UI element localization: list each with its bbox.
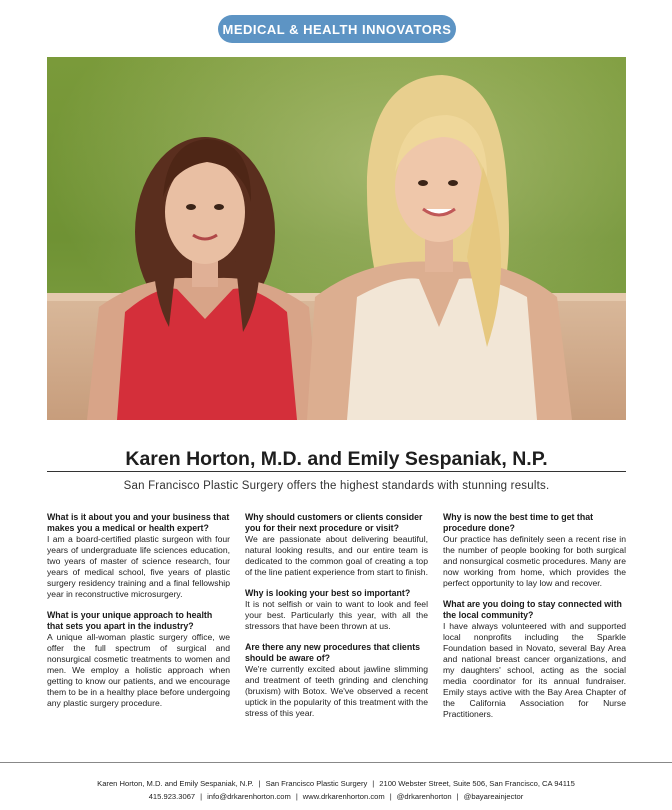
text-column-1 (47, 512, 230, 719)
answer: We are passionate about delivering beautiful, natural looking results, and our entire team is dedicated to the common goal of creating a top of the line patient experience from start to finish. (245, 534, 428, 577)
article-subtitle: San Francisco Plastic Surgery offers the highest standards with stunning results. (123, 480, 550, 492)
footer-names: Karen Horton, M.D. and Emily Sespaniak, N.P. (97, 779, 254, 788)
answer: I am a board-certified plastic surgeon with four years of undergraduate life sciences education, two years of master of science research, four years of medical school, five years of plastic surgery residency training and a final fellowship year in reconstructive microsurgery. (47, 534, 230, 599)
answer: A unique all-woman plastic surgery office, we offer the full spectrum of surgical and nonsurgical cosmetic treatments to women and men. We employ a holistic approach when getting to know our patients, and we encourage them to be in a healthy place before undergoing any plastic surgery procedure. (47, 632, 230, 708)
question: Why should customers or clients consider you for their next procedure or visit? (245, 512, 423, 533)
footer-email-link[interactable]: info@drkarenhorton.com (207, 792, 291, 801)
section-badge: MEDICAL & HEALTH INNOVATORS (218, 15, 456, 43)
question: Why is looking your best so important? (245, 588, 411, 598)
answer: It is not selfish or vain to want to look and feel your best. Particularly this year, with all the stressors that have been thrown at us. (245, 599, 428, 631)
footer-line-1 (0, 779, 672, 788)
separator: | (295, 792, 298, 801)
footer-instagram-link-2[interactable]: @bayareainjector (463, 792, 524, 801)
footer-website-link[interactable]: www.drkarenhorton.com (302, 792, 385, 801)
separator: | (389, 792, 392, 801)
separator: | (372, 779, 375, 788)
footer-divider (0, 762, 672, 763)
text-column-3 (443, 512, 626, 730)
answer: Our practice has definitely seen a recent rise in the number of people booking for both surgical and nonsurgical cosmetic procedures. Many are now working from home, which provides the perfect opportunity to lay low and recover. (443, 534, 626, 588)
answer: I have always volunteered with and supported local nonprofits including the Sparkle Foundation based in Novato, several Bay Area and national breast cancer organizations, and my daughters' school, acting as the social media coordinator for its annual fundraiser. Emily stays active with the Bay Area Chapter of the California Association for Nurse Practitioners. (443, 621, 626, 719)
question: What is your unique approach to health that sets you apart in the industry? (47, 610, 213, 631)
separator: | (456, 792, 459, 801)
footer-address: 2100 Webster Street, Suite 506, San Francisco, CA 94115 (379, 779, 575, 788)
portrait-photo (47, 57, 626, 420)
text-column-2 (245, 512, 428, 729)
title-divider (47, 471, 626, 472)
footer-line-2 (0, 792, 672, 801)
question: Why is now the best time to get that procedure done? (443, 512, 594, 533)
footer-phone[interactable]: 415.923.3067 (148, 792, 196, 801)
footer-practice: San Francisco Plastic Surgery (265, 779, 368, 788)
separator: | (200, 792, 203, 801)
article-title: Karen Horton, M.D. and Emily Sespaniak, N.P. (125, 448, 548, 470)
portrait-illustration (47, 57, 626, 420)
question: What is it about you and your business that makes you a medical or health expert? (47, 512, 230, 533)
separator: | (258, 779, 261, 788)
question: Are there any new procedures that clients should be aware of? (245, 642, 421, 663)
answer: We're currently excited about jawline slimming and treatment of teeth grinding and clenching (bruxism) with Botox. We've observed a recent uptick in the popularity of this treatment with the stress of this year. (245, 664, 428, 718)
footer-instagram-link[interactable]: @drkarenhorton (396, 792, 452, 801)
question: What are you doing to stay connected with the local community? (443, 599, 622, 620)
